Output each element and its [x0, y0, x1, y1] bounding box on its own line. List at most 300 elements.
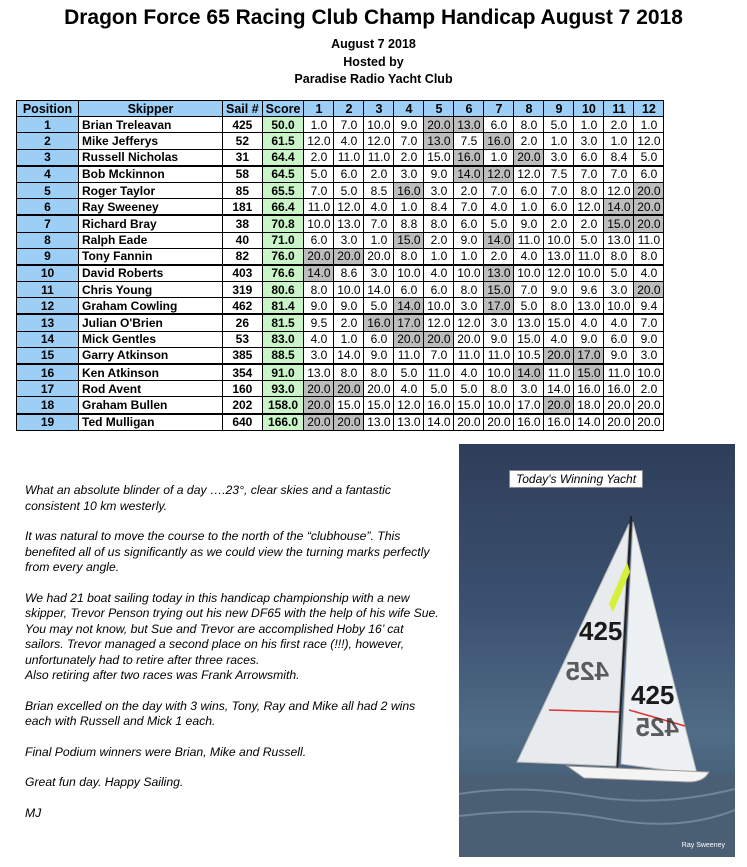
race-result-cell: 7.0	[334, 117, 364, 133]
score-cell: 76.6	[262, 265, 304, 282]
race-result-cell: 13.0	[364, 414, 394, 431]
race-result-cell: 10.0	[574, 265, 604, 282]
race-result-cell: 12.0	[574, 199, 604, 216]
race-result-cell: 2.0	[634, 381, 664, 397]
score-cell: 64.5	[262, 166, 304, 183]
race-result-cell: 14.0	[604, 199, 634, 216]
race-result-cell: 6.0	[484, 117, 514, 133]
skipper-cell: Mike Jefferys	[79, 133, 223, 149]
host-club: Paradise Radio Yacht Club	[294, 72, 453, 86]
race-result-cell: 8.8	[394, 215, 424, 232]
race-result-cell: 13.0	[454, 117, 484, 133]
position-cell: 13	[17, 314, 79, 331]
score-cell: 81.4	[262, 298, 304, 315]
score-cell: 81.5	[262, 314, 304, 331]
sail-number-cell: 26	[223, 314, 263, 331]
race-result-cell: 20.0	[454, 414, 484, 431]
sail-number: 425	[631, 680, 675, 710]
column-header: 5	[424, 101, 454, 117]
race-result-cell: 8.0	[424, 215, 454, 232]
race-result-cell: 8.4	[604, 149, 634, 166]
report-paragraph: We had 21 boat sailing today in this handicap championship with a new skipper, Trevor Penson trying out his new DF65 with the help of his wife Sue. You may not know, but Sue and Trevor are accomplished Hoby 16’ cat sailors. Trevor managed a second place on his first race (!!!), however, unfortunately had to retire after three races. Also retiring after two races was Frank Arrowsmith.	[25, 590, 439, 682]
race-result-cell: 2.0	[424, 232, 454, 248]
race-result-cell: 6.0	[514, 182, 544, 198]
race-result-cell: 6.0	[364, 331, 394, 347]
race-result-cell: 7.0	[484, 182, 514, 198]
skipper-cell: Ken Atkinson	[79, 364, 223, 381]
report-paragraph: Brian excelled on the day with 3 wins, Tony, Ray and Mike all had 2 wins each with Russell and Mick 1 each.	[25, 698, 416, 728]
report-signature: MJ	[25, 805, 42, 820]
column-header: Sail #	[223, 101, 263, 117]
race-result-cell: 10.0	[544, 232, 574, 248]
race-result-cell: 20.0	[304, 397, 334, 414]
race-result-cell: 14.0	[514, 364, 544, 381]
race-result-cell: 2.0	[604, 117, 634, 133]
sail-number-cell: 52	[223, 133, 263, 149]
race-result-cell: 9.4	[634, 298, 664, 315]
score-cell: 70.8	[262, 215, 304, 232]
sail-number-cell: 640	[223, 414, 263, 431]
race-result-cell: 20.0	[364, 381, 394, 397]
sail-number-cell: 385	[223, 347, 263, 364]
race-result-cell: 12.0	[424, 314, 454, 331]
sail-number-cell: 354	[223, 364, 263, 381]
race-result-cell: 4.0	[304, 331, 334, 347]
sail-number-cell: 425	[223, 117, 263, 133]
race-result-cell: 11.0	[484, 347, 514, 364]
column-header: Skipper	[79, 101, 223, 117]
race-result-cell: 12.0	[544, 265, 574, 282]
race-result-cell: 9.0	[364, 347, 394, 364]
race-result-cell: 16.0	[424, 397, 454, 414]
position-cell: 6	[17, 199, 79, 216]
position-cell: 8	[17, 232, 79, 248]
race-result-cell: 15.0	[334, 397, 364, 414]
report-paragraph: Final Podium winners were Brian, Mike and Russell.	[25, 744, 307, 759]
race-result-cell: 16.0	[544, 414, 574, 431]
race-result-cell: 10.0	[304, 215, 334, 232]
page-title: Dragon Force 65 Racing Club Champ Handicap August 7 2018	[64, 6, 683, 29]
race-result-cell: 5.0	[514, 298, 544, 315]
race-result-cell: 12.0	[304, 133, 334, 149]
sail-number-cell: 58	[223, 166, 263, 183]
table-row	[17, 232, 664, 248]
race-result-cell: 18.0	[574, 397, 604, 414]
table-row	[17, 381, 664, 397]
score-cell: 80.6	[262, 282, 304, 298]
score-cell: 50.0	[262, 117, 304, 133]
report-paragraph: What an absolute blinder of a day ….23°, clear skies and a fantastic consistent 10 km westerly.	[25, 483, 391, 513]
race-result-cell: 17.0	[574, 347, 604, 364]
score-cell: 71.0	[262, 232, 304, 248]
table-row	[17, 331, 664, 347]
table-row	[17, 282, 664, 298]
race-result-cell: 11.0	[574, 248, 604, 265]
skipper-cell: Julian O'Brien	[79, 314, 223, 331]
column-header: 12	[634, 101, 664, 117]
race-result-cell: 3.0	[514, 381, 544, 397]
race-result-cell: 3.0	[634, 347, 664, 364]
race-result-cell: 1.0	[544, 133, 574, 149]
race-result-cell: 1.0	[634, 117, 664, 133]
score-cell: 65.5	[262, 182, 304, 198]
race-result-cell: 9.5	[304, 314, 334, 331]
table-row	[17, 397, 664, 414]
race-result-cell: 8.0	[604, 248, 634, 265]
race-result-cell: 17.0	[514, 397, 544, 414]
race-result-cell: 20.0	[634, 199, 664, 216]
column-header: Position	[17, 101, 79, 117]
race-result-cell: 9.0	[394, 117, 424, 133]
race-result-cell: 8.0	[634, 248, 664, 265]
race-result-cell: 7.0	[424, 347, 454, 364]
race-result-cell: 14.0	[424, 414, 454, 431]
skipper-cell: Bob Mckinnon	[79, 166, 223, 183]
race-result-cell: 7.0	[454, 199, 484, 216]
skipper-cell: David Roberts	[79, 265, 223, 282]
race-result-cell: 7.5	[454, 133, 484, 149]
race-result-cell: 15.0	[424, 149, 454, 166]
column-header: 4	[394, 101, 424, 117]
race-result-cell: 20.0	[304, 414, 334, 431]
race-result-cell: 16.0	[514, 414, 544, 431]
race-result-cell: 7.0	[394, 133, 424, 149]
race-result-cell: 14.0	[304, 265, 334, 282]
photo-credit: Ray Sweeney	[681, 842, 725, 849]
race-result-cell: 6.0	[634, 166, 664, 183]
report-paragraph: Great fun day. Happy Sailing.	[25, 775, 184, 789]
score-cell: 91.0	[262, 364, 304, 381]
race-result-cell: 5.0	[424, 381, 454, 397]
race-result-cell: 5.0	[454, 381, 484, 397]
race-result-cell: 10.0	[634, 364, 664, 381]
race-result-cell: 7.0	[634, 314, 664, 331]
race-result-cell: 16.0	[604, 381, 634, 397]
race-result-cell: 5.0	[364, 298, 394, 315]
race-result-cell: 2.0	[364, 166, 394, 183]
column-header: Score	[262, 101, 304, 117]
race-result-cell: 14.0	[364, 282, 394, 298]
race-result-cell: 20.0	[634, 215, 664, 232]
skipper-cell: Brian Treleavan	[79, 117, 223, 133]
race-result-cell: 20.0	[424, 331, 454, 347]
race-result-cell: 1.0	[394, 199, 424, 216]
column-header: 7	[484, 101, 514, 117]
race-result-cell: 3.0	[454, 298, 484, 315]
race-result-cell: 6.0	[454, 215, 484, 232]
race-result-cell: 7.0	[544, 182, 574, 198]
table-row	[17, 414, 664, 431]
score-cell: 88.5	[262, 347, 304, 364]
race-result-cell: 9.0	[484, 331, 514, 347]
race-result-cell: 2.0	[574, 215, 604, 232]
race-result-cell: 10.0	[424, 298, 454, 315]
race-result-cell: 8.0	[574, 182, 604, 198]
race-result-cell: 6.0	[394, 282, 424, 298]
event-date: August 7 2018	[331, 37, 416, 51]
race-result-cell: 20.0	[604, 414, 634, 431]
race-result-cell: 8.0	[454, 282, 484, 298]
sail-number-cell: 82	[223, 248, 263, 265]
race-result-cell: 10.0	[334, 282, 364, 298]
table-row	[17, 298, 664, 315]
race-result-cell: 11.0	[514, 232, 544, 248]
race-result-cell: 4.0	[424, 265, 454, 282]
race-result-cell: 8.0	[304, 282, 334, 298]
race-report	[25, 483, 440, 836]
race-result-cell: 8.0	[334, 364, 364, 381]
race-result-cell: 2.0	[334, 314, 364, 331]
race-result-cell: 12.0	[604, 182, 634, 198]
race-result-cell: 15.0	[454, 397, 484, 414]
race-result-cell: 15.0	[514, 331, 544, 347]
race-result-cell: 11.0	[604, 364, 634, 381]
skipper-cell: Mick Gentles	[79, 331, 223, 347]
position-cell: 3	[17, 149, 79, 166]
race-result-cell: 6.0	[544, 199, 574, 216]
skipper-cell: Richard Bray	[79, 215, 223, 232]
race-result-cell: 9.0	[634, 331, 664, 347]
race-result-cell: 1.0	[424, 248, 454, 265]
position-cell: 17	[17, 381, 79, 397]
race-result-cell: 8.0	[394, 248, 424, 265]
race-result-cell: 4.0	[394, 381, 424, 397]
race-result-cell: 11.0	[364, 149, 394, 166]
score-cell: 83.0	[262, 331, 304, 347]
table-header-row	[17, 101, 664, 117]
race-result-cell: 3.0	[604, 282, 634, 298]
race-result-cell: 3.0	[544, 149, 574, 166]
race-result-cell: 2.0	[304, 149, 334, 166]
race-result-cell: 15.0	[364, 397, 394, 414]
race-result-cell: 20.0	[634, 414, 664, 431]
race-result-cell: 7.0	[604, 166, 634, 183]
race-result-cell: 20.0	[604, 397, 634, 414]
race-result-cell: 17.0	[394, 314, 424, 331]
race-result-cell: 16.0	[454, 149, 484, 166]
race-result-cell: 7.5	[544, 166, 574, 183]
race-result-cell: 4.0	[364, 199, 394, 216]
report-paragraph: It was natural to move the course to the north of the “clubhouse”. This benefited all of us significantly as we could view the turning marks perfectly from every angle.	[25, 529, 430, 574]
race-result-cell: 15.0	[604, 215, 634, 232]
score-cell: 61.5	[262, 133, 304, 149]
race-result-cell: 16.0	[394, 182, 424, 198]
race-result-cell: 9.0	[304, 298, 334, 315]
race-result-cell: 13.0	[544, 248, 574, 265]
position-cell: 5	[17, 182, 79, 198]
skipper-cell: Rod Avent	[79, 381, 223, 397]
race-result-cell: 13.0	[514, 314, 544, 331]
skipper-cell: Ray Sweeney	[79, 199, 223, 216]
column-header: 11	[604, 101, 634, 117]
race-result-cell: 20.0	[394, 331, 424, 347]
race-result-cell: 9.6	[574, 282, 604, 298]
race-result-cell: 20.0	[304, 248, 334, 265]
race-result-cell: 13.0	[394, 414, 424, 431]
position-cell: 16	[17, 364, 79, 381]
sail-number-cell: 403	[223, 265, 263, 282]
race-result-cell: 9.0	[514, 215, 544, 232]
position-cell: 10	[17, 265, 79, 282]
score-cell: 166.0	[262, 414, 304, 431]
column-header: 1	[304, 101, 334, 117]
table-row	[17, 347, 664, 364]
race-result-cell: 4.0	[544, 331, 574, 347]
sail-number-mirrored: 425	[635, 712, 679, 742]
table-row	[17, 133, 664, 149]
race-result-cell: 4.0	[514, 248, 544, 265]
sail-number-cell: 160	[223, 381, 263, 397]
skipper-cell: Russell Nicholas	[79, 149, 223, 166]
race-result-cell: 1.0	[604, 133, 634, 149]
table-row	[17, 199, 664, 216]
hosted-by-label: Hosted by	[343, 55, 404, 69]
race-result-cell: 10.0	[514, 265, 544, 282]
table-row	[17, 117, 664, 133]
race-result-cell: 20.0	[454, 331, 484, 347]
score-cell: 76.0	[262, 248, 304, 265]
sail-number-cell: 40	[223, 232, 263, 248]
skipper-cell: Garry Atkinson	[79, 347, 223, 364]
race-result-cell: 14.0	[394, 298, 424, 315]
race-result-cell: 4.0	[604, 314, 634, 331]
race-result-cell: 8.0	[484, 381, 514, 397]
race-result-cell: 20.0	[334, 414, 364, 431]
race-result-cell: 13.0	[574, 298, 604, 315]
race-result-cell: 2.0	[544, 215, 574, 232]
race-result-cell: 12.0	[634, 133, 664, 149]
race-result-cell: 2.0	[484, 248, 514, 265]
race-result-cell: 8.0	[364, 364, 394, 381]
position-cell: 2	[17, 133, 79, 149]
race-result-cell: 20.0	[484, 414, 514, 431]
race-result-cell: 10.0	[364, 117, 394, 133]
race-result-cell: 14.0	[544, 381, 574, 397]
race-result-cell: 5.0	[634, 149, 664, 166]
race-result-cell: 16.0	[574, 381, 604, 397]
race-result-cell: 13.0	[604, 232, 634, 248]
position-cell: 19	[17, 414, 79, 431]
race-result-cell: 1.0	[514, 199, 544, 216]
race-result-cell: 8.6	[334, 265, 364, 282]
sail-number-mirrored: 425	[565, 656, 609, 686]
race-result-cell: 14.0	[484, 232, 514, 248]
race-result-cell: 2.0	[454, 182, 484, 198]
race-result-cell: 9.0	[604, 347, 634, 364]
results-table	[16, 100, 664, 431]
position-cell: 14	[17, 331, 79, 347]
sail-number-cell: 85	[223, 182, 263, 198]
race-result-cell: 1.0	[334, 331, 364, 347]
race-result-cell: 3.0	[394, 166, 424, 183]
race-result-cell: 8.4	[424, 199, 454, 216]
race-result-cell: 11.0	[394, 347, 424, 364]
skipper-cell: Graham Cowling	[79, 298, 223, 315]
column-header: 9	[544, 101, 574, 117]
race-result-cell: 20.0	[334, 248, 364, 265]
race-result-cell: 15.0	[394, 232, 424, 248]
race-result-cell: 10.0	[484, 397, 514, 414]
race-result-cell: 10.0	[604, 298, 634, 315]
race-result-cell: 4.0	[454, 364, 484, 381]
race-result-cell: 20.0	[634, 397, 664, 414]
race-result-cell: 3.0	[334, 232, 364, 248]
race-result-cell: 2.0	[394, 149, 424, 166]
race-result-cell: 1.0	[364, 232, 394, 248]
table-row	[17, 182, 664, 198]
column-header: 6	[454, 101, 484, 117]
table-row	[17, 215, 664, 232]
race-result-cell: 11.0	[424, 364, 454, 381]
sail-number-cell: 319	[223, 282, 263, 298]
race-result-cell: 6.0	[334, 166, 364, 183]
sail-number-cell: 202	[223, 397, 263, 414]
race-result-cell: 9.0	[334, 298, 364, 315]
race-result-cell: 2.0	[514, 133, 544, 149]
race-result-cell: 5.0	[304, 166, 334, 183]
table-row	[17, 166, 664, 183]
race-result-cell: 3.0	[304, 347, 334, 364]
race-result-cell: 11.0	[634, 232, 664, 248]
winning-yacht-photo	[459, 444, 735, 857]
race-result-cell: 4.0	[334, 133, 364, 149]
race-result-cell: 9.0	[574, 331, 604, 347]
race-result-cell: 9.0	[544, 282, 574, 298]
skipper-cell: Tony Fannin	[79, 248, 223, 265]
position-cell: 1	[17, 117, 79, 133]
sail-number-cell: 462	[223, 298, 263, 315]
race-result-cell: 17.0	[484, 298, 514, 315]
race-result-cell: 15.0	[574, 364, 604, 381]
skipper-cell: Ralph Eade	[79, 232, 223, 248]
score-cell: 64.4	[262, 149, 304, 166]
race-result-cell: 11.0	[304, 199, 334, 216]
race-result-cell: 9.0	[424, 166, 454, 183]
race-result-cell: 20.0	[424, 117, 454, 133]
race-result-cell: 20.0	[364, 248, 394, 265]
race-result-cell: 7.0	[304, 182, 334, 198]
score-cell: 93.0	[262, 381, 304, 397]
race-result-cell: 6.0	[574, 149, 604, 166]
race-result-cell: 7.0	[574, 166, 604, 183]
table-row	[17, 364, 664, 381]
race-result-cell: 4.0	[484, 199, 514, 216]
position-cell: 15	[17, 347, 79, 364]
race-result-cell: 10.0	[394, 265, 424, 282]
race-result-cell: 8.5	[364, 182, 394, 198]
yacht-illustration	[459, 444, 735, 857]
race-result-cell: 15.0	[484, 282, 514, 298]
race-result-cell: 1.0	[574, 117, 604, 133]
race-result-cell: 10.0	[454, 265, 484, 282]
race-result-cell: 3.0	[364, 265, 394, 282]
race-result-cell: 12.0	[334, 199, 364, 216]
sail-number-cell: 181	[223, 199, 263, 216]
sail-number-cell: 38	[223, 215, 263, 232]
race-result-cell: 6.0	[424, 282, 454, 298]
race-result-cell: 1.0	[454, 248, 484, 265]
race-result-cell: 16.0	[484, 133, 514, 149]
race-result-cell: 1.0	[304, 117, 334, 133]
column-header: 3	[364, 101, 394, 117]
race-result-cell: 3.0	[574, 133, 604, 149]
race-result-cell: 20.0	[514, 149, 544, 166]
position-cell: 18	[17, 397, 79, 414]
race-result-cell: 12.0	[394, 397, 424, 414]
race-result-cell: 4.0	[634, 265, 664, 282]
position-cell: 11	[17, 282, 79, 298]
sail-number: 425	[579, 616, 623, 646]
